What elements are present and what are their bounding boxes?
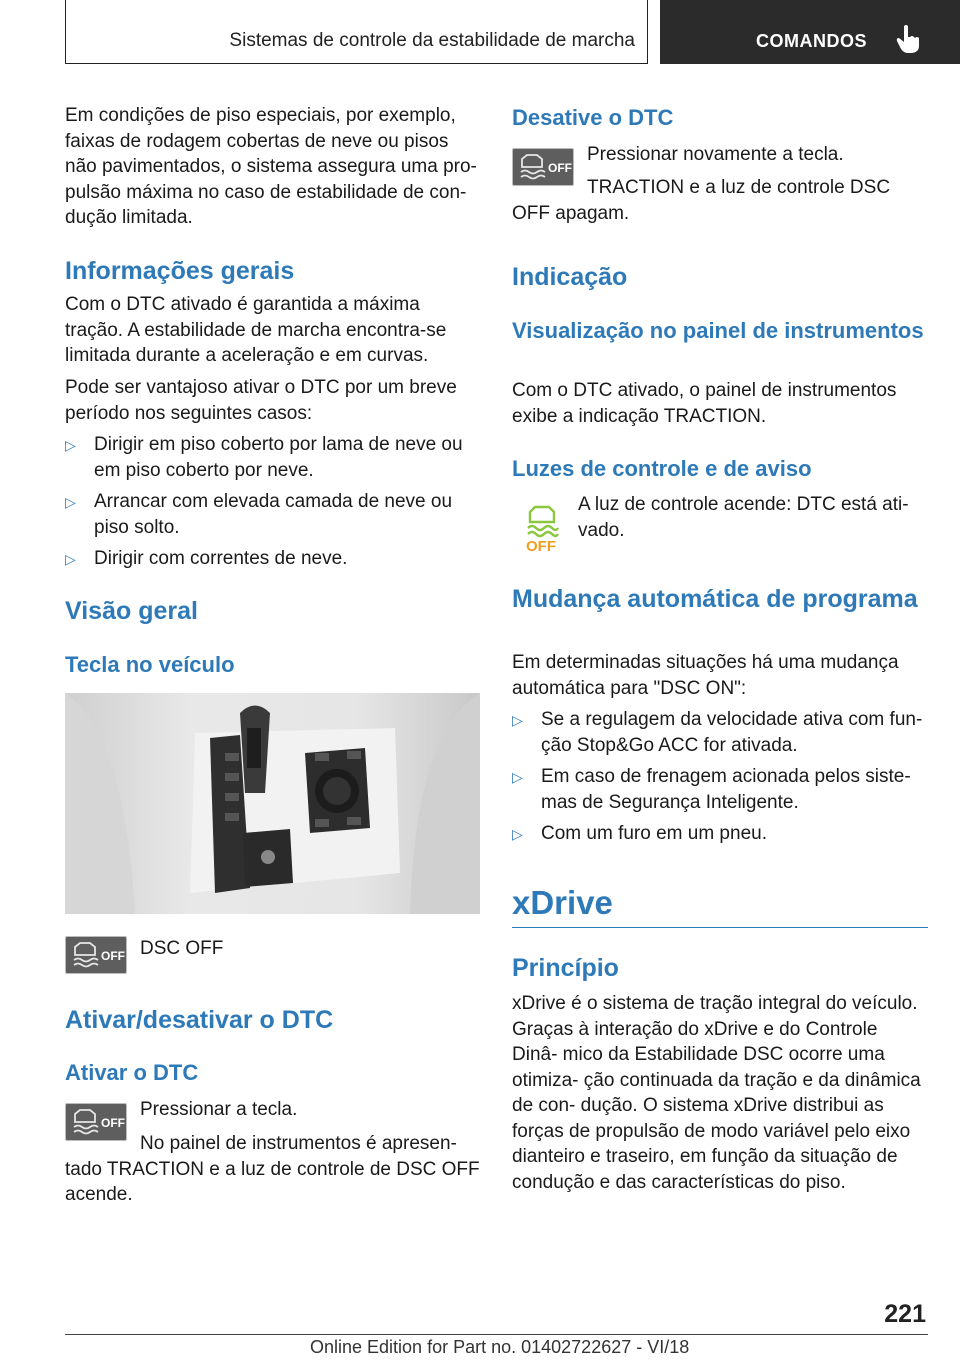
- general-info-paragraph-2: Pode ser vantajoso ativar o DTC por um breve período nos seguintes casos:: [65, 377, 457, 424]
- list-item: ▷ Arrancar com elevada camada de neve ou piso solto.: [65, 491, 453, 538]
- footer-divider: [65, 1334, 928, 1335]
- heading-indicator-lights: Luzes de controle e de aviso: [512, 456, 812, 481]
- activate-step-2: No painel de instrumentos é apresen- tado TRACTION e a luz de controle de DSC OFF acende.: [65, 1133, 480, 1205]
- dsc-off-button-icon: [65, 936, 127, 974]
- dsc-off-caption: DSC OFF: [140, 938, 224, 959]
- chapter-title: Sistemas de controle da estabilidade de marcha: [229, 30, 635, 51]
- list-item: ▷ Se a regulagem da velocidade ativa com fun- ção Stop&Go ACC for ativada.: [512, 709, 923, 756]
- automatic-change-paragraph: Em determinadas situações há uma mudança automática para "DSC ON":: [512, 652, 899, 699]
- section-tab[interactable]: [660, 0, 960, 64]
- deactivate-step-1: Pressionar novamente a tecla.: [587, 144, 844, 165]
- bullet-triangle-icon: ▷: [512, 769, 523, 785]
- list-item: ▷ Com um furo em um pneu.: [512, 821, 927, 847]
- list-item: ▷ Em caso de frenagem acionada pelos siste- mas de Segurança Inteligente.: [512, 766, 911, 813]
- indicator-light-text: A luz de controle acende: DTC está ati- vado.: [578, 494, 909, 541]
- pointing-hand-icon: [896, 24, 922, 54]
- heading-activate-deactivate: Ativar/desativar o DTC: [65, 1006, 334, 1034]
- heading-button-in-vehicle: Tecla no veículo: [65, 652, 235, 677]
- svg-text:OFF: OFF: [101, 949, 125, 963]
- section-divider: [512, 927, 928, 928]
- deactivate-step-2: TRACTION e a luz de controle DSC OFF apagam.: [512, 177, 891, 224]
- dsc-off-warning-light-icon: [522, 498, 562, 552]
- svg-text:OFF: OFF: [548, 161, 572, 175]
- heading-principle: Princípio: [512, 954, 619, 982]
- heading-overview: Visão geral: [65, 597, 198, 625]
- cases-list: [65, 432, 480, 578]
- heading-general-info: Informações gerais: [65, 257, 295, 285]
- heading-xdrive: xDrive: [512, 884, 613, 921]
- heading-deactivate: Desative o DTC: [512, 105, 674, 130]
- svg-text:OFF: OFF: [101, 1116, 125, 1130]
- automatic-change-list: [512, 707, 927, 853]
- activate-step-1: Pressionar a tecla.: [140, 1099, 298, 1120]
- deactivate-row: [512, 142, 927, 175]
- bullet-triangle-icon: ▷: [65, 551, 76, 567]
- dsc-off-row: [65, 936, 480, 962]
- heading-automatic-change: Mudança automática de programa: [512, 585, 918, 613]
- heading-display: Indicação: [512, 263, 628, 291]
- list-item: ▷ Dirigir em piso coberto por lama de neve ou em piso coberto por neve.: [65, 434, 463, 481]
- center-console-photo: [65, 693, 480, 914]
- header-frame: [65, 0, 648, 64]
- general-info-paragraph: Com o DTC ativado é garantida a máxima tração. A estabilidade de marcha encontra-se limitada durante a aceleração e em curvas.: [65, 294, 447, 366]
- indicator-light-row: [512, 492, 927, 552]
- bullet-triangle-icon: ▷: [512, 712, 523, 728]
- bullet-triangle-icon: ▷: [65, 494, 76, 510]
- svg-text:OFF: OFF: [526, 538, 556, 552]
- footer-edition: Online Edition for Part no. 01402722627 - VI/18: [310, 1337, 690, 1357]
- heading-instrument-cluster: Visualização no painel de instrumentos: [512, 318, 924, 343]
- intro-paragraph: Em condições de piso especiais, por exemplo, faixas de rodagem cobertas de neve ou pisos não pavimentados, o sistema assegura uma pro- pulsão máxima no caso de estabilidade de con- dução limitada.: [65, 105, 477, 228]
- principle-paragraph: xDrive é o sistema de tração integral do veículo. Graças à interação do xDrive e do Controle Dinâ- mico da Estabilidade DSC ocorre uma otimiza- ção continuada da tração e da dinâmica de con- dução. O sistema xDrive distribui as forças de propulsão de modo variável pelo eixo dianteiro e traseiro, em função da situação de condução e das características do piso.: [512, 993, 921, 1193]
- bullet-triangle-icon: ▷: [512, 826, 523, 842]
- section-tab-label: COMANDOS: [756, 31, 867, 51]
- list-item: ▷ Dirigir com correntes de neve.: [65, 546, 480, 572]
- activate-row: [65, 1097, 480, 1130]
- bullet-triangle-icon: ▷: [65, 437, 76, 453]
- page-number: 221: [884, 1300, 926, 1328]
- heading-activate: Ativar o DTC: [65, 1060, 199, 1085]
- cluster-paragraph: Com o DTC ativado, o painel de instrumentos exibe a indicação TRACTION.: [512, 380, 897, 427]
